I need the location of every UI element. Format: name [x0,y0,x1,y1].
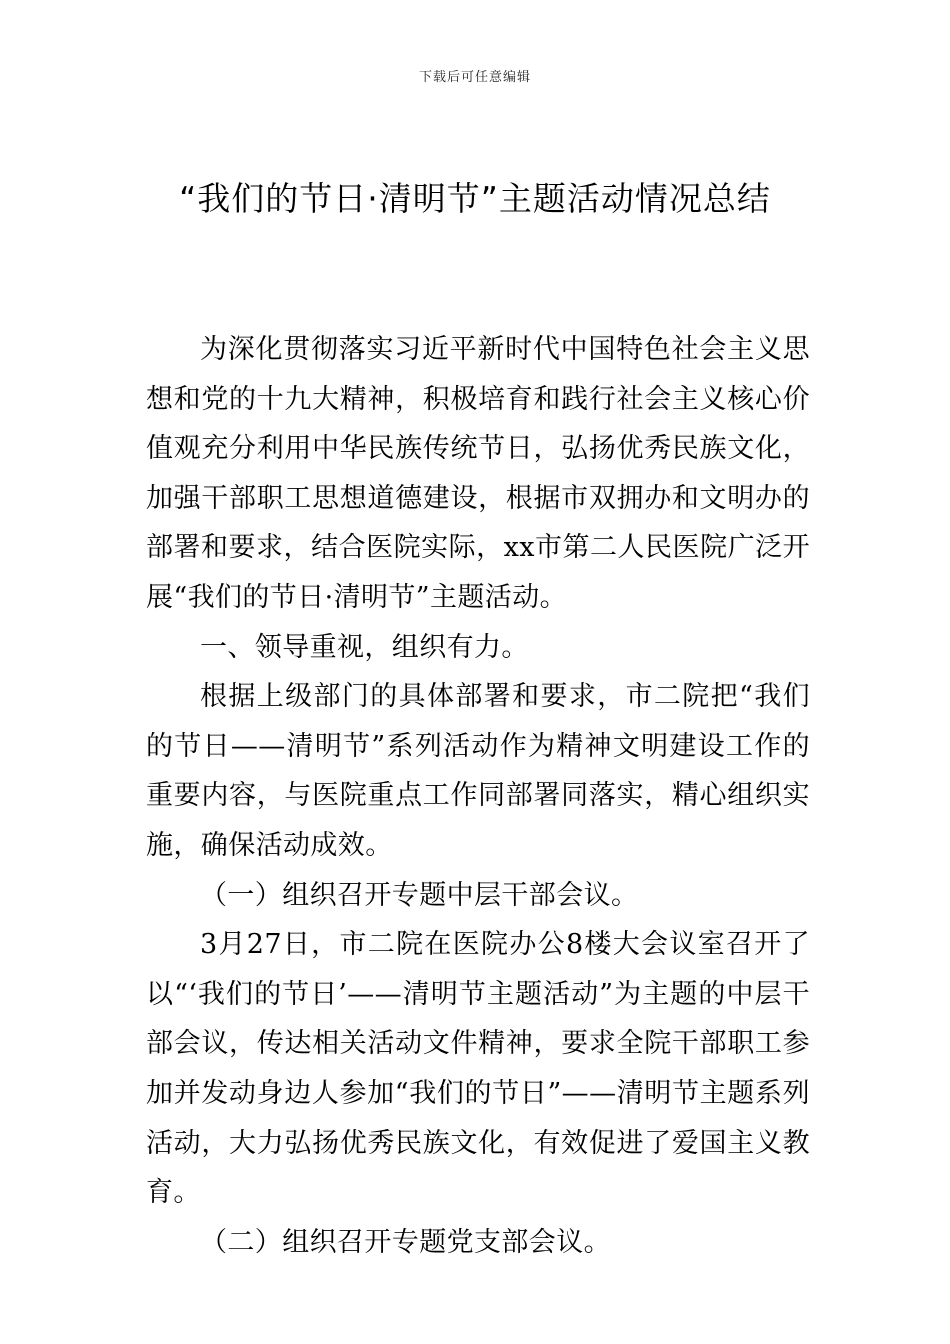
header-note: 下载后可任意编辑 [418,70,531,85]
paragraph-section-1: 根据上级部门的具体部署和要求，市二院把“我们的节日——清明节”系列活动作为精神文明建设工作的重要内容，与医院重点工作同部署同落实，精心组织实施，确保活动成效。 [146,681,810,861]
document-body [146,325,810,1267]
paragraph-subsection-1: 3月27日，市二院在医院办公8楼大会议室召开了以“‘我们的节日’——清明节主题活动”为主题的中层干部会议，传达相关活动文件精神，要求全院干部职工参加并发动身边人参加“我们的节日”——清明节主题系列活动，大力弘扬优秀民族文化，有效促进了爱国主义教育。 [146,929,810,1209]
subsection-heading-2: （二）组织召开专题党支部会议。 [200,1226,611,1258]
subsection-heading-1: （一）组织召开专题中层干部会议。 [200,879,639,911]
paragraph-intro: 为深化贯彻落实习近平新时代中国特色社会主义思想和党的十九大精神，积极培育和践行社会主义核心价值观充分利用中华民族传统节日，弘扬优秀民族文化，加强干部职工思想道德建设，根据市双拥办和文明办的部署和要求，结合医院实际，xx市第二人民医院广泛开展“我们的节日·清明节”主题活动。 [146,334,810,613]
section-heading-1: 一、领导重视，组织有力。 [200,631,529,663]
document-title: “我们的节日·清明节”主题活动情况总结 [179,179,771,218]
